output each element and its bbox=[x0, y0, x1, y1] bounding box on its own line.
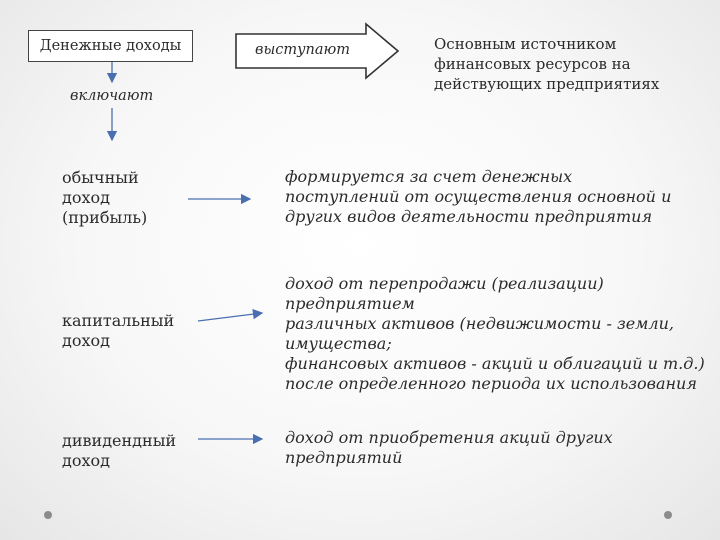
decorative-dot-left bbox=[44, 511, 52, 519]
capital-desc-line-5: после определенного периода их использования bbox=[285, 374, 697, 393]
capital-desc-line-2: различных активов (недвижимости - земли, bbox=[285, 314, 674, 333]
capital-line-2: доход bbox=[62, 331, 110, 350]
money-income-label: Денежные доходы bbox=[39, 38, 182, 54]
ordinary-line-1: обычный bbox=[62, 168, 139, 187]
dividend-line-1: дивидендный bbox=[62, 431, 177, 450]
capital-line-1: капитальный bbox=[62, 311, 175, 330]
ordinary-desc-line-1: формируется за счет денежных bbox=[285, 167, 573, 186]
main-source-line-1: Основным источником bbox=[434, 35, 617, 53]
dividend-description bbox=[285, 428, 613, 468]
dividend-desc-line-1: доход от приобретения акций других bbox=[285, 428, 613, 447]
ordinary-desc-line-2: поступлений от осуществления основной и bbox=[285, 187, 672, 206]
main-source-line-3: действующих предприятиях bbox=[434, 75, 660, 93]
capital-desc-line-4: финансовых активов - акций и облигаций и т.д.) bbox=[285, 354, 705, 373]
main-source-line-2: финансовых ресурсов на bbox=[434, 55, 631, 73]
capital-desc-line-1: доход от перепродажи (реализации) предприятием bbox=[285, 274, 604, 313]
act-as-label: выступают bbox=[255, 42, 351, 58]
capital-description bbox=[285, 274, 720, 394]
ordinary-line-3: (прибыль) bbox=[62, 208, 148, 227]
income-type-capital bbox=[62, 311, 174, 351]
row-arrow-2 bbox=[198, 313, 262, 321]
dividend-desc-line-2: предприятий bbox=[285, 448, 403, 467]
money-income-box bbox=[28, 30, 193, 62]
ordinary-desc-line-3: других видов деятельности предприятия bbox=[285, 207, 653, 226]
ordinary-description bbox=[285, 167, 671, 227]
dividend-line-2: доход bbox=[62, 451, 110, 470]
ordinary-line-2: доход bbox=[62, 188, 110, 207]
income-type-dividend bbox=[62, 431, 176, 471]
decorative-dot-right bbox=[664, 511, 672, 519]
capital-desc-line-3: имущества; bbox=[285, 334, 392, 353]
include-label: включают bbox=[70, 88, 154, 104]
income-type-ordinary bbox=[62, 168, 147, 228]
main-source-text bbox=[434, 34, 659, 94]
